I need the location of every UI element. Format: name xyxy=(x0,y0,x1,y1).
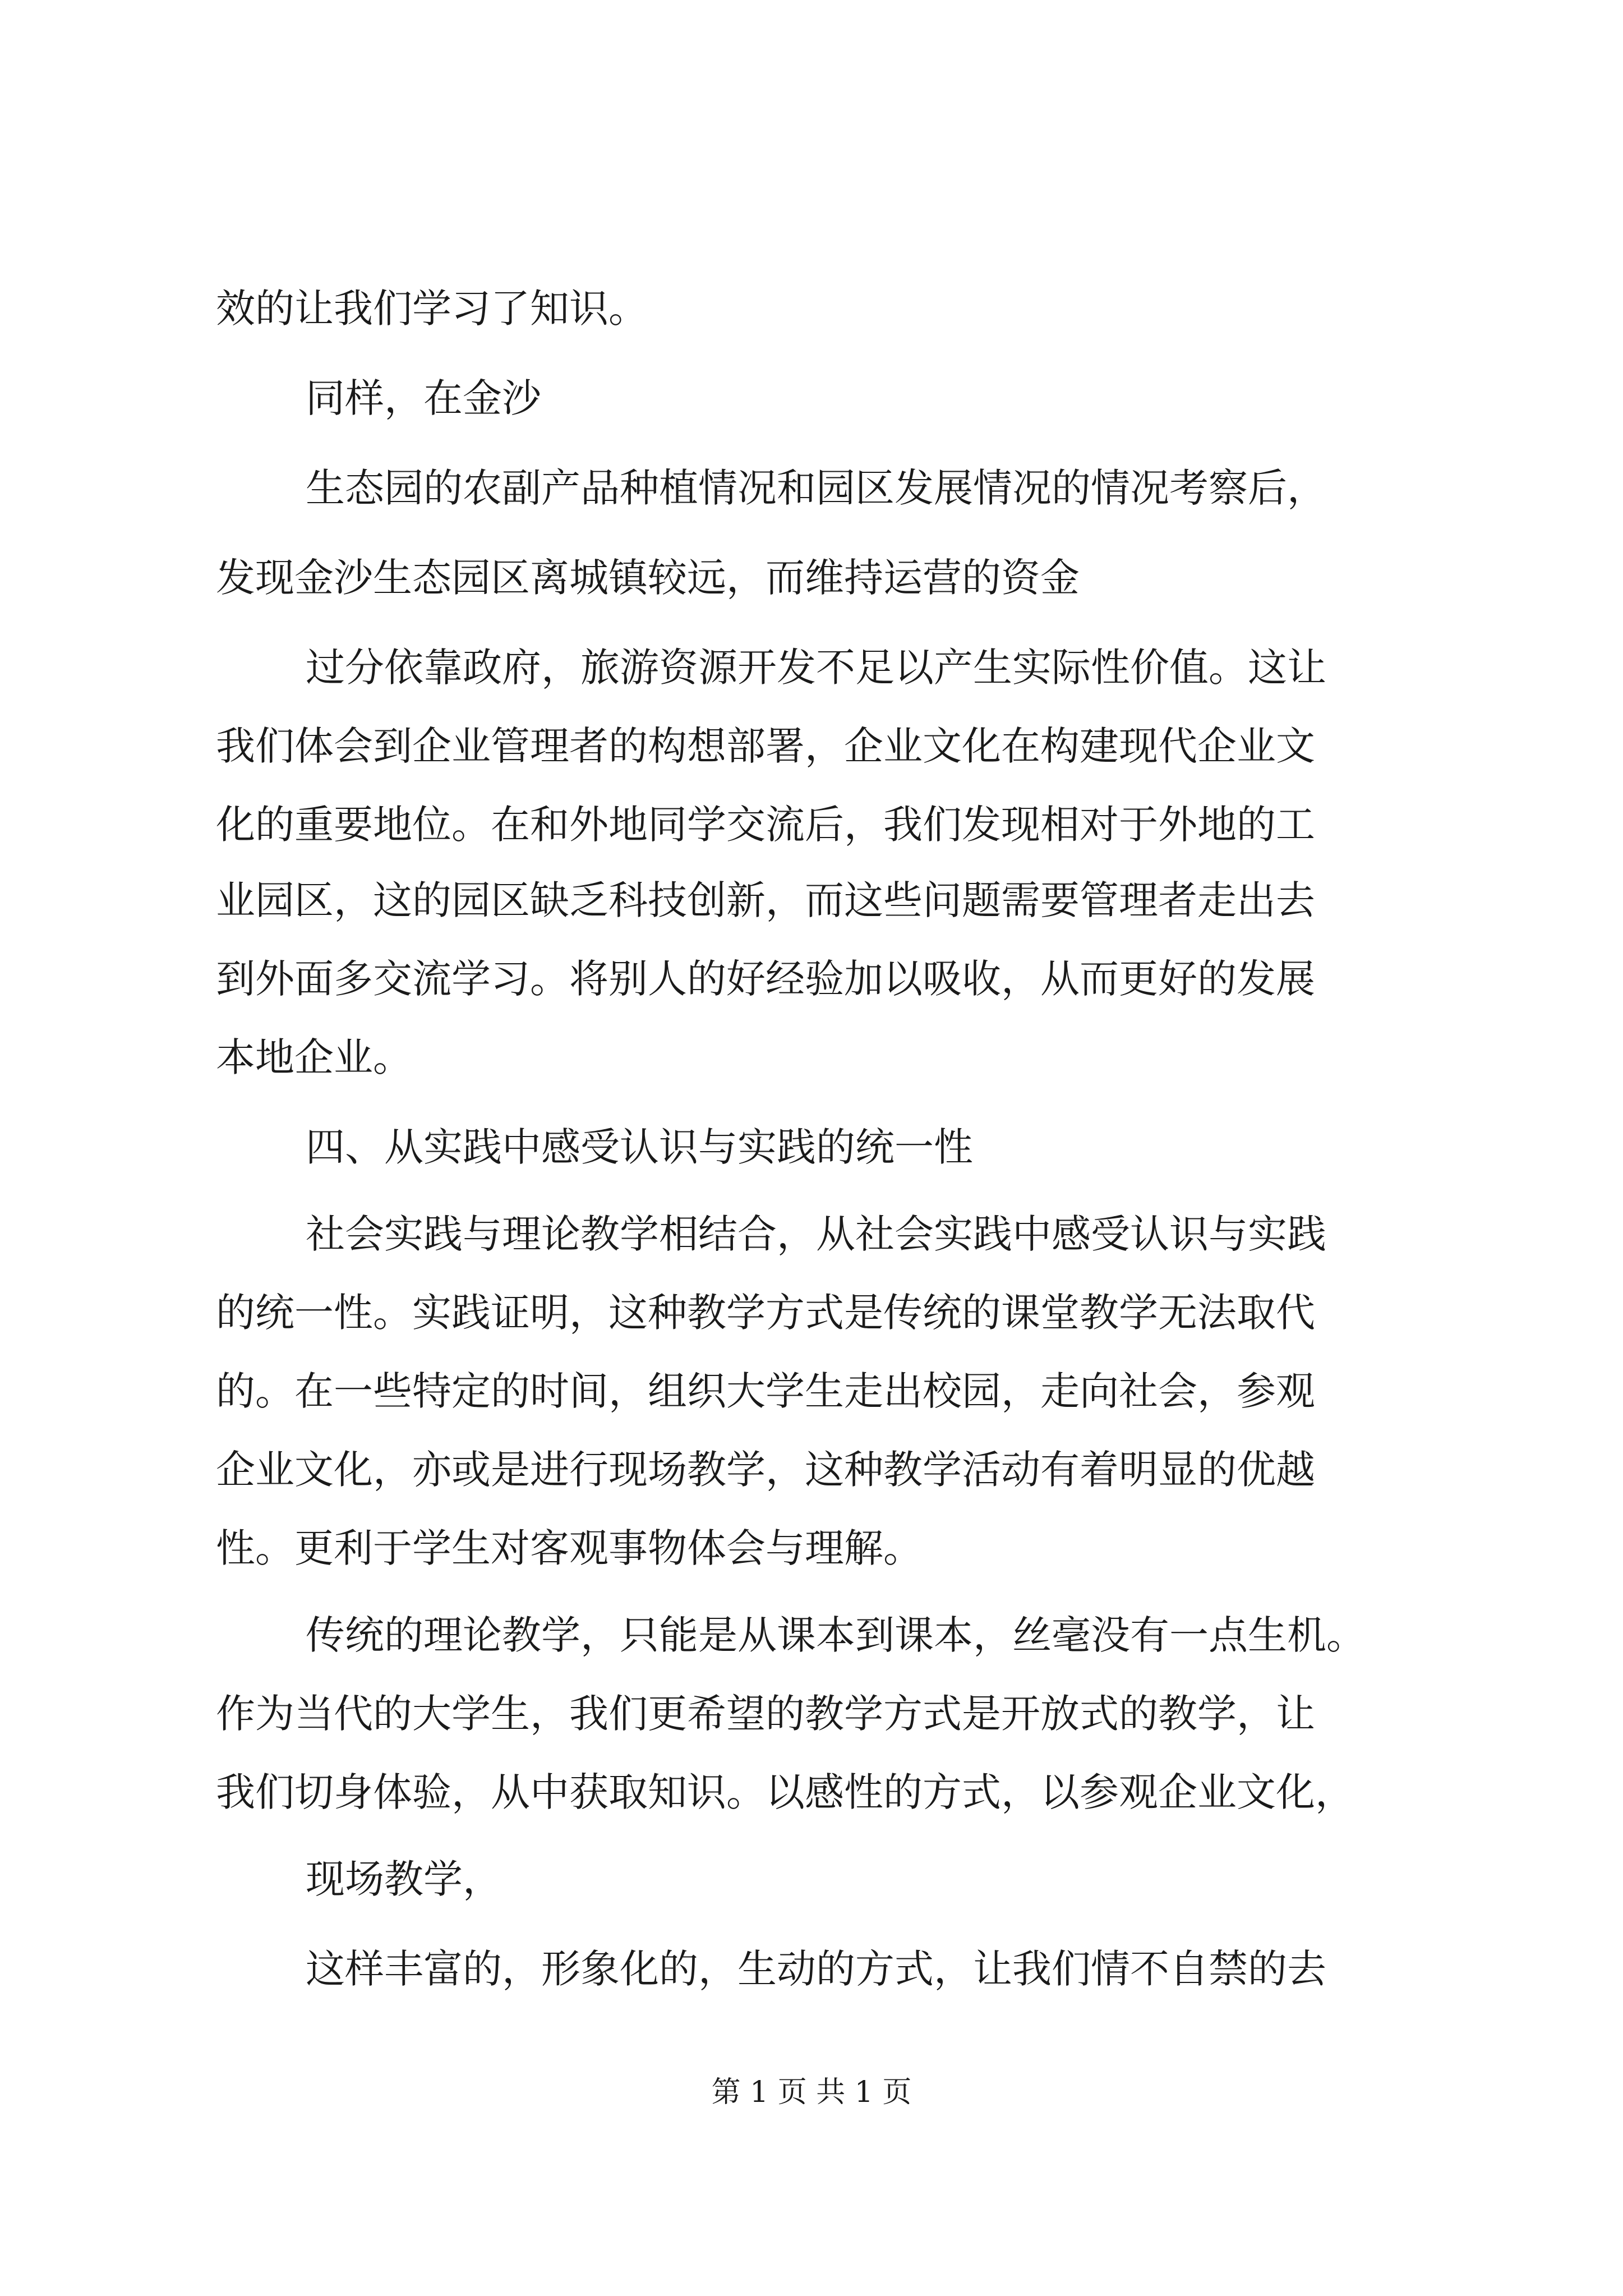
body-line-3: 生态园的农副产品种植情况和园区发展情况的情况考察后， xyxy=(306,465,1326,511)
body-line-9: 到外面多交流学习。将别人的好经验加以吸收，从而更好的发展 xyxy=(216,956,1315,1002)
body-line-19: 我们切身体验，从中获取知识。以感性的方式，以参观企业文化， xyxy=(216,1769,1354,1815)
body-line-5: 过分依靠政府，旅游资源开发不足以产生实际性价值。这让 xyxy=(306,645,1326,691)
body-line-13: 的统一性。实践证明，这种教学方式是传统的课堂教学无法取代 xyxy=(216,1290,1315,1336)
body-line-7: 化的重要地位。在和外地同学交流后，我们发现相对于外地的工 xyxy=(216,802,1315,848)
body-line-21: 这样丰富的，形象化的，生动的方式，让我们情不自禁的去 xyxy=(306,1946,1326,1992)
body-line-1: 效的让我们学习了知识。 xyxy=(216,286,648,332)
body-line-18: 作为当代的大学生，我们更希望的教学方式是开放式的教学，让 xyxy=(216,1691,1315,1737)
section-heading: 四、从实践中感受认识与实践的统一性 xyxy=(306,1124,973,1170)
body-line-6: 我们体会到企业管理者的构想部署，企业文化在构建现代企业文 xyxy=(216,723,1315,769)
body-line-4: 发现金沙生态园区离城镇较远，而维持运营的资金 xyxy=(216,555,1080,601)
body-line-8: 业园区，这的园区缺乏科技创新，而这些问题需要管理者走出去 xyxy=(216,877,1315,923)
body-line-12: 社会实践与理论教学相结合，从社会实践中感受认识与实践 xyxy=(306,1211,1326,1257)
body-line-15: 企业文化，亦或是进行现场教学，这种教学活动有着明显的优越 xyxy=(216,1447,1315,1493)
body-line-10: 本地企业。 xyxy=(216,1034,412,1080)
body-line-14: 的。在一些特定的时间，组织大学生走出校园，走向社会，参观 xyxy=(216,1368,1315,1414)
page-footer: 第 1 页 共 1 页 xyxy=(711,2076,912,2109)
body-line-2: 同样，在金沙 xyxy=(306,375,541,421)
body-line-17: 传统的理论教学，只能是从课本到课本，丝毫没有一点生机。 xyxy=(306,1612,1366,1658)
body-line-20: 现场教学， xyxy=(306,1856,502,1902)
body-line-16: 性。更利于学生对客观事物体会与理解。 xyxy=(216,1525,923,1571)
